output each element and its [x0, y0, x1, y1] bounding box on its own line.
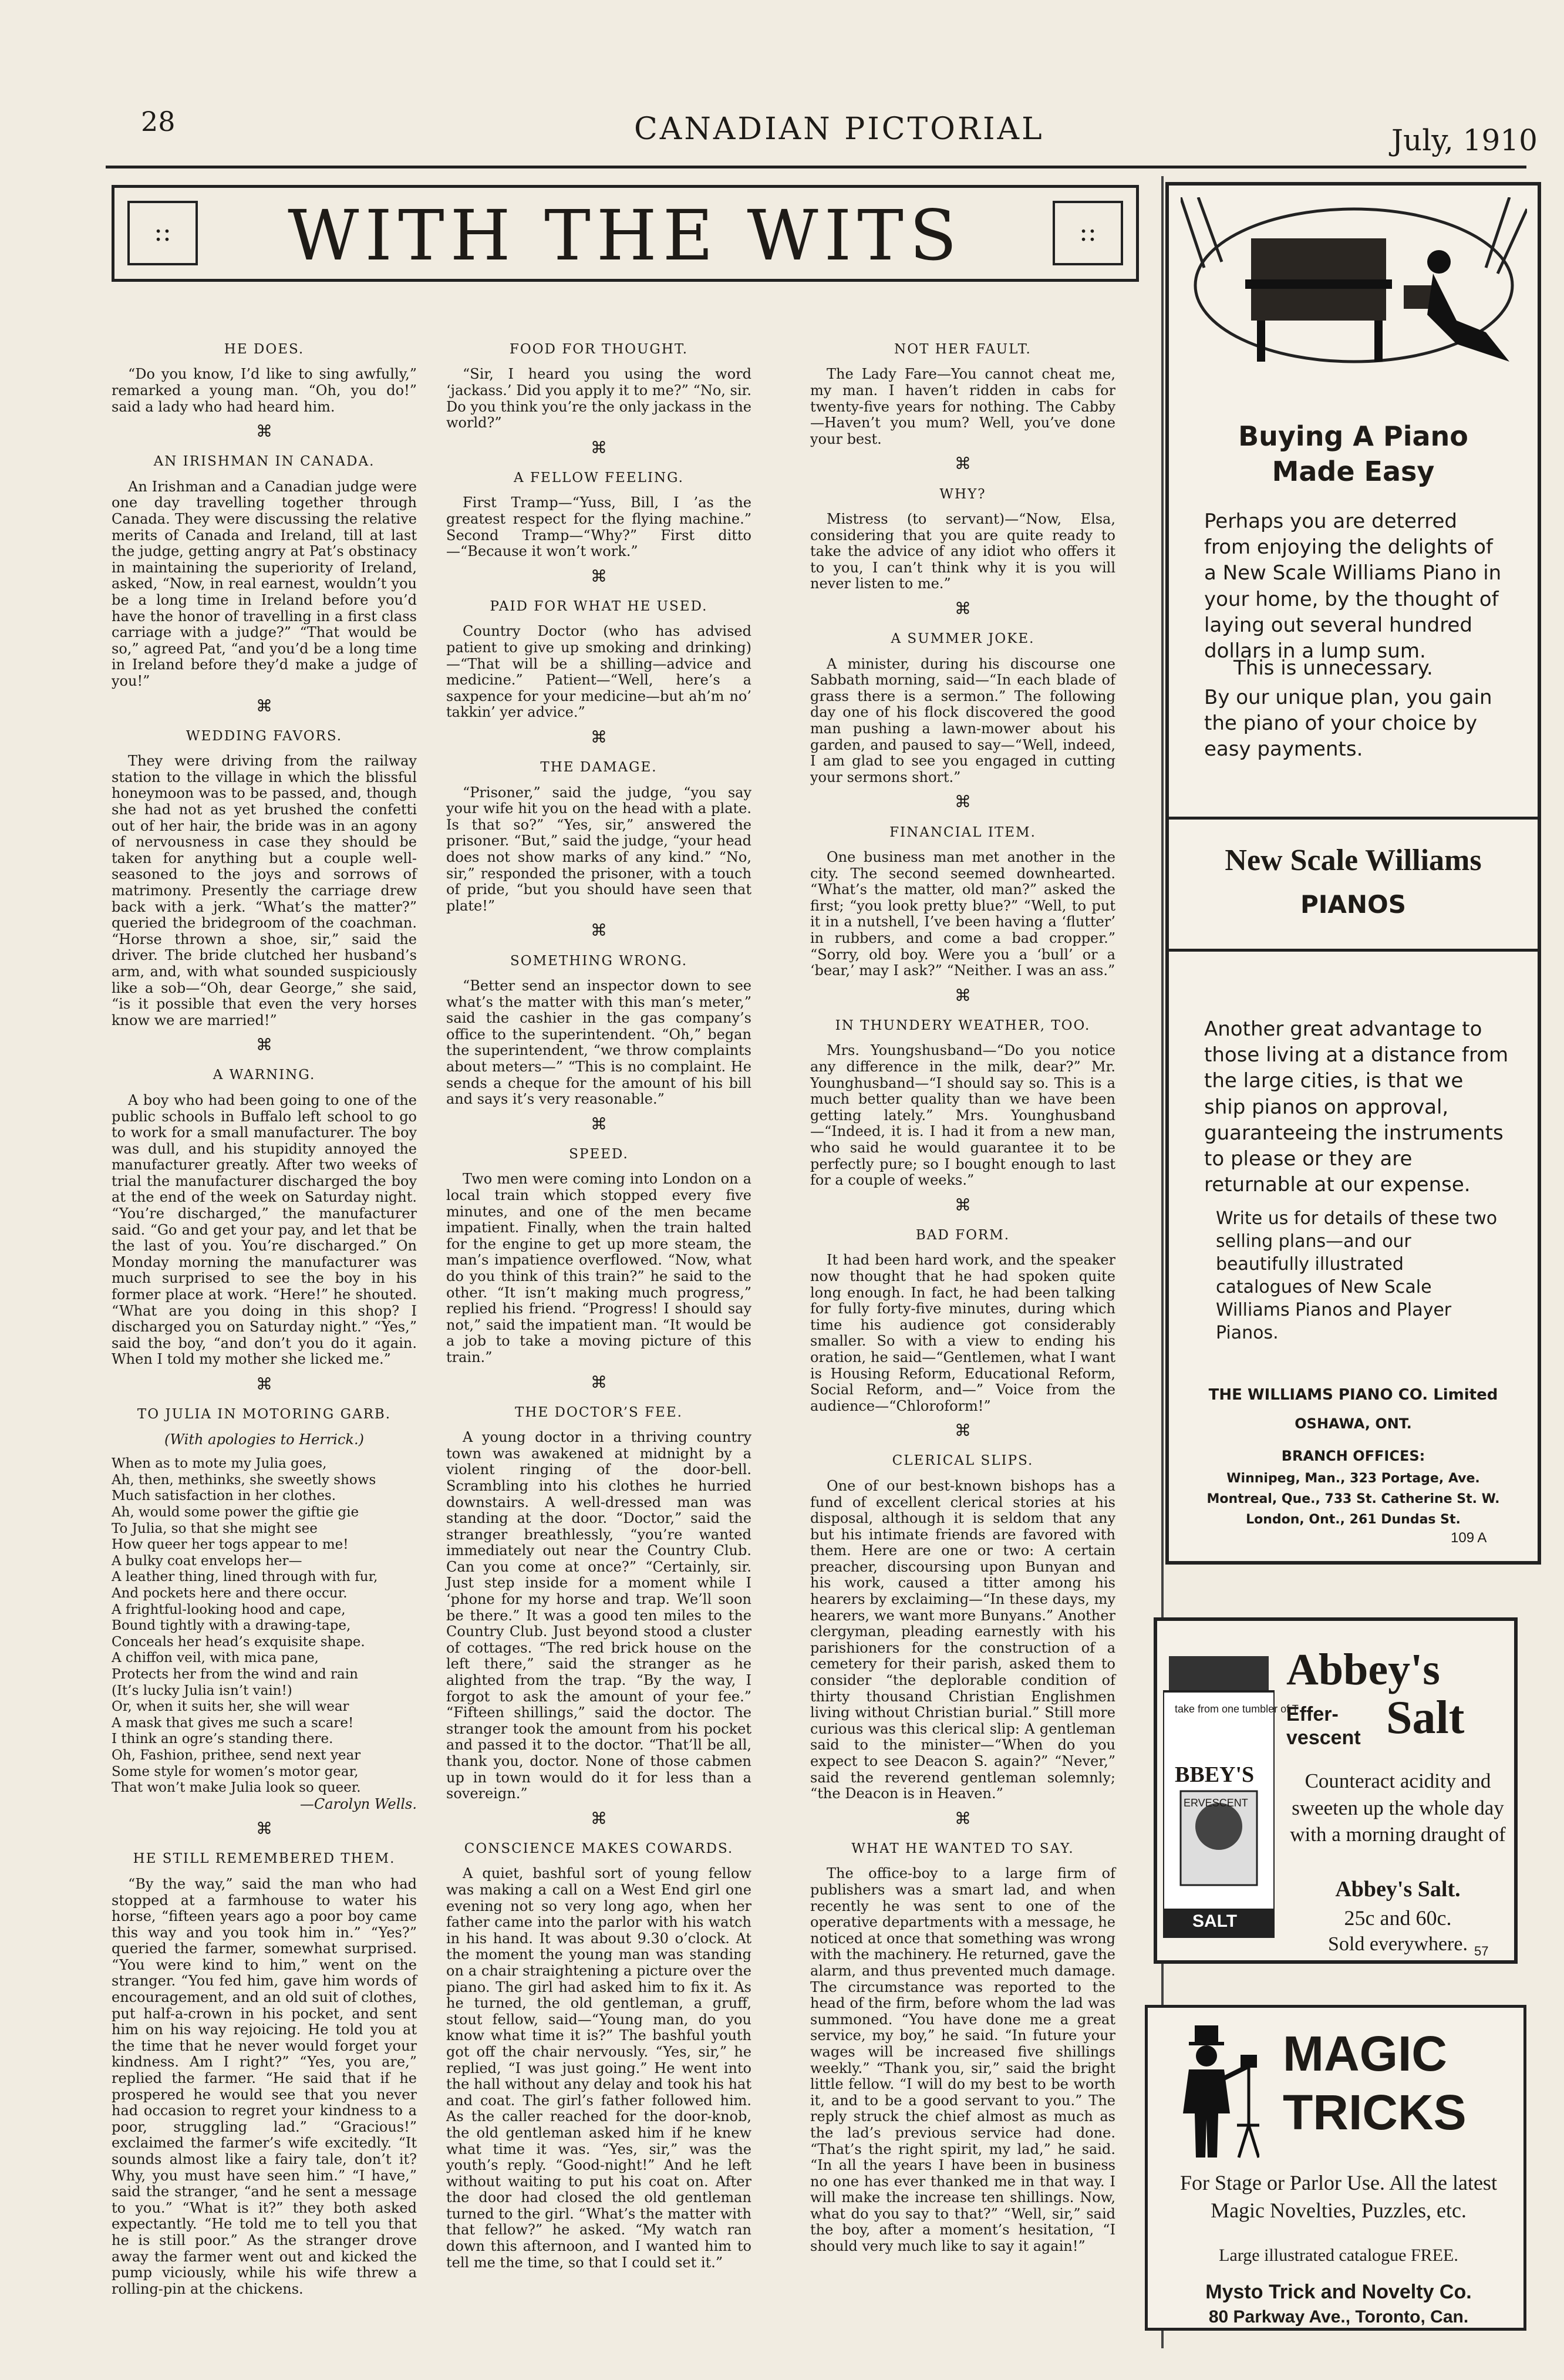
- jar-brand: BBEY'S: [1175, 1762, 1255, 1787]
- joke-text: Mistress (to servant)—“Now, Elsa, considering that you are quite ready to take the advice of any idiot who offers it to you, I can’t think why it is you will never listen to me.”: [810, 511, 1115, 592]
- poem-line: Ah, would some power the giftie gie: [112, 1505, 359, 1520]
- poem-line: A chiffon veil, with mica pane,: [112, 1650, 319, 1666]
- joke-heading: IN THUNDERY WEATHER, TOO.: [835, 1017, 1091, 1033]
- joke-text: An Irishman and a Canadian judge were one day travelling together through Canada. They were discussing the relative merits of Canada and Ireland, till at last the judge, getting angry at Pat’s obstinacy in maintaining the superiority of Ireland, asked, “Now, in real earnest, wouldn’t you be a long time in Ireland before you’d have the honor of travelling in a first class carriage with a judge?” “That would be so,” agreed Pat, “and you’d be a long time in Ireland before they’d make a judge of you!”: [112, 478, 417, 689]
- joke-text: One business man met another in the city. The second seemed downhearted. “What’s the matter, old man?” asked the first; “you look pretty blue?” “Well, to put it in a nutshell, I’ve been having a ‘flutter’ in rubbers, and come a bad cropper.” “Sorry, old boy. Were you a ‘bull’ or a ‘bear,’ may I ask?” “Neither. I was an ass.”: [810, 849, 1115, 979]
- joke-heading: WHY?: [939, 486, 986, 502]
- catalogue-text: Large illustrated catalogue FREE.: [1219, 2246, 1458, 2265]
- joke-heading: HE STILL REMEMBERED THEM.: [133, 1851, 396, 1867]
- banner-ornament-right: ::: [1053, 201, 1123, 265]
- separator-ornament-icon: ⌘: [256, 1819, 272, 1839]
- joke-text: They were driving from the railway station to the village in which the blissful honeymoon was to be passed, and, though she had not as yet brushed the confetti out of her hair, the bride was in an agony of nervousness in case they should be taken for anything but a couple well-seasoned to the joys and sorrows of matrimony. Presently the carriage drew back with a jerk. “What’s the matter?” queried the bridegroom of the coachman. “Horse thrown a shoe, sir,” said the driver. The bride clutched her husband’s arm, and, with what sounded suspiciously like a sob—“Oh, dear George,” she said, “is it possible that even the very horses know we are married!”: [112, 753, 417, 1029]
- poem-line: Conceals her head’s exquisite shape.: [112, 1634, 365, 1650]
- poem-line: A leather thing, lined through with fur,: [112, 1569, 378, 1585]
- poem-line: Protects her from the wind and rain: [112, 1666, 358, 1682]
- jar-salt-label: SALT: [1192, 1912, 1238, 1931]
- ad-brand-vescent: vescent: [1286, 1727, 1361, 1749]
- joke-text: Mrs. Youngshusband—“Do you notice any difference in the milk, dear?” Mr. Younghusband—“I should say so. This is a much better quality than we have been getting lately.” Mrs. Younghusband—“Indeed, it is. I had it from a new man, who said he would guarantee it to be perfectly pure; so I bought enough to last for a couple of weeks.”: [810, 1042, 1115, 1189]
- branch-address: Montreal, Que., 733 St. Catherine St. W.: [1206, 1492, 1500, 1506]
- joke-heading: A FELLOW FEELING.: [514, 470, 684, 486]
- joke-heading: PAID FOR WHAT HE USED.: [490, 599, 708, 614]
- poem-line: A mask that gives me such a scare!: [112, 1715, 354, 1731]
- poem-line: Bound tightly with a drawing-tape,: [112, 1618, 351, 1634]
- ad-divider: [1169, 817, 1538, 820]
- poem-line: Some style for women’s motor gear,: [112, 1764, 359, 1779]
- joke-text: The office-boy to a large firm of publishers was a smart lad, and when recently he was sent to one of the operative departments with a message, he noticed at once that something was wrong with the machinery. He returned, gave the alarm, and thus prevented much damage. The circumstance was reported to the head of the firm, before whom the lad was summoned. “You have done me a great service, my boy,” he said. “In future your wages will be increased five shillings weekly.” “Thank you, sir,” said the bright little fellow. “I will do my best to be worth it, and to be a good servant to you.” The reply struck the chief almost as much as the lad’s previous service had done. “That’s the right spirit, my lad,” he said. “In all the years I have been in business no one has ever thanked me in that way. I will make the increase ten shillings. Now, what do you say to that?” “Well, sir,” said the boy, after a moment’s hesitation, “I should very much like to say it again!”: [810, 1865, 1115, 2255]
- poem-line: A bulky coat envelops her—: [112, 1553, 302, 1569]
- separator-ornament-icon: ⌘: [591, 921, 607, 940]
- sold-everywhere: Sold everywhere.: [1328, 1933, 1468, 1955]
- joke-heading: SOMETHING WRONG.: [510, 953, 688, 969]
- poem-text: [112, 1456, 417, 1796]
- jar-label-top: take from one tumbler of T: [1175, 1703, 1299, 1715]
- joke-heading: A SUMMER JOKE.: [891, 631, 1035, 647]
- ad-body: Write us for details of these two selling plans—and our beautifully illustrated catalogues of New Scale Williams Pianos and Player Pianos.: [1216, 1208, 1498, 1343]
- separator-ornament-icon: ⌘: [591, 437, 607, 457]
- poem-line: A frightful-looking hood and cape,: [112, 1602, 346, 1617]
- joke-text: The Lady Fare—You cannot cheat me, my man. I haven’t ridden in cabs for twenty-five years for nothing. The Cabby—Haven’t you mum? Well, you’ve done your best.: [810, 366, 1115, 447]
- branch-address: Winnipeg, Man., 323 Portage, Ave.: [1226, 1471, 1480, 1486]
- separator-ornament-icon: ⌘: [955, 599, 971, 618]
- poem-heading: TO JULIA IN MOTORING GARB.: [137, 1407, 392, 1422]
- poem-line: I think an ogre’s standing there.: [112, 1731, 333, 1747]
- separator-ornament-icon: ⌘: [256, 696, 272, 716]
- company-name: THE WILLIAMS PIANO CO. Limited: [1208, 1386, 1498, 1404]
- separator-ornament-icon: ⌘: [591, 1808, 607, 1828]
- ad-brand-effer: Effer-: [1286, 1703, 1339, 1725]
- ad-body: This is unnecessary.: [1233, 656, 1433, 680]
- joke-heading: SPEED.: [569, 1146, 629, 1162]
- separator-ornament-icon: ⌘: [591, 566, 607, 586]
- abbeys-salt-advertisement: [1154, 1617, 1518, 1964]
- joke-heading: A WARNING.: [213, 1067, 316, 1083]
- joke-text: First Tramp—“Yuss, Bill, I ’as the greatest respect for the flying machine.” Second Tramp—“Why?” First ditto—“Because it won’t work.”: [446, 494, 751, 560]
- joke-heading: THE DAMAGE.: [540, 760, 658, 776]
- joke-text: A boy who had been going to one of the public schools in Buffalo left school to go to work for a small manufacturer. The boy was dull, and his stupidity annoyed the manufacturer greatly. After two weeks of trial the manufacturer discharged the boy at the end of the week on Saturday night. “You’re discharged,” the manufacturer said. “Go and get your pay, and let that be the last of you. You’re discharged.” On Monday morning the manufacturer was much surprised to see the boy in his former place at work. “Here!” he shouted. “What are you doing in this shop? I discharged you on Saturday night.” “Yes,” said the boy, “and don’t you do it again. When I told my mother she licked me.”: [112, 1091, 417, 1368]
- price-text: 25c and 60c.: [1344, 1906, 1452, 1930]
- section-title: WITH THE WITS: [288, 195, 963, 276]
- separator-ornament-icon: ⌘: [955, 1421, 971, 1441]
- joke-text: “By the way,” said the man who had stopped at a farmhouse to water his horse, “fifteen years ago a poor boy came this way and you took him in.” “Yes?” queried the farmer, somewhat surprised. “You were kind to him,” went on the stranger. “You fed him, gave him words of encouragement, and an old suit of clothes, put half-a-crown in his pocket, and sent him on his way rejoicing. He told you at the time that he never would forget your kindness. Am I right?” “Yes, you are,” replied the farmer. “He said that if he prospered he would see that you never had occasion to regret your kindness to a poor, struggling lad.” “Gracious!” exclaimed the farmer’s wife excitedly. “It sounds almost like a fairy tale, don’t it? Why, you must have seen him.” “I have,” said the stranger, “and he sent a message to you.” “What is it?” they both asked expectantly. “He told me to tell you that he is still poor.” As the stranger drove away the farmer went out and kicked the pump viciously, while his wife threw a rolling-pin at the chickens.: [112, 1875, 417, 2297]
- magician-icon: [1171, 2025, 1259, 2160]
- text-column-1: [112, 329, 417, 2297]
- joke-heading: CONSCIENCE MAKES COWARDS.: [464, 1840, 734, 1856]
- company-city: OSHAWA, ONT.: [1295, 1415, 1412, 1432]
- poem-line: Much satisfaction in her clothes.: [112, 1488, 336, 1504]
- separator-ornament-icon: ⌘: [256, 422, 272, 441]
- separator-ornament-icon: ⌘: [591, 727, 607, 747]
- separator-ornament-icon: ⌘: [591, 1372, 607, 1392]
- joke-heading: FINANCIAL ITEM.: [889, 824, 1036, 840]
- separator-ornament-icon: ⌘: [955, 792, 971, 812]
- poem-signature: —Carolyn Wells.: [299, 1795, 417, 1812]
- joke-heading: CLERICAL SLIPS.: [892, 1453, 1034, 1469]
- company-name: Mysto Trick and Novelty Co.: [1205, 2281, 1472, 2303]
- poem-line: And pockets here and there occur.: [112, 1585, 348, 1601]
- poem-line: Oh, Fashion, prithee, send next year: [112, 1747, 361, 1763]
- brand-subtitle: PIANOS: [1300, 890, 1407, 919]
- poem-line: Ah, then, methinks, she sweetly shows: [112, 1472, 376, 1488]
- separator-ornament-icon: ⌘: [256, 1035, 272, 1055]
- joke-text: A young doctor in a thriving country town was awakened at midnight by a violent ringing of the door-bell. Scrambling into his clothes he hurried downstairs. A well-dressed man was standing at the door. “Doctor,” said the stranger breathlessly, “you’re wanted immediately out near the Country Club. Can you come at once?” “Certainly, sir. Just step inside for a moment while I ‘phone for my horse and trap. We’ll soon be there.” It was a good ten miles to the Country Club. Just beyond stood a cluster of cottages. “The red brick house on the left there,” said the stranger as he alighted from the trap. “By the way, I forgot to ask the amount of your fee.” “Fifteen shillings,” said the doctor. The stranger took the amount from his pocket and passed it to the doctor. “That’ll be all, thank you, doctor. None of those cabmen up in town would do it for less than a sovereign.”: [446, 1429, 751, 1802]
- joke-heading: NOT HER FAULT.: [894, 342, 1032, 357]
- ad-code: 57: [1474, 1944, 1489, 1958]
- magic-tricks-advertisement: [1145, 2005, 1526, 2331]
- ad-title: MAGIC: [1283, 2026, 1447, 2081]
- branch-label: BRANCH OFFICES:: [1281, 1448, 1425, 1464]
- banner-ornament-left: ::: [127, 201, 198, 265]
- joke-heading: WHAT HE WANTED TO SAY.: [851, 1840, 1074, 1856]
- piano-illustration: [1181, 197, 1527, 391]
- product-name: Abbey's Salt.: [1335, 1877, 1461, 1902]
- separator-ornament-icon: ⌘: [955, 985, 971, 1005]
- joke-text: A quiet, bashful sort of young fellow was making a call on a West End girl one evening not so very long ago, when her father came into the parlor with his watch in his hand. It was about 9.30 o’clock. At the moment the young man was standing on a chair straightening a picture over the piano. The girl had asked him to fix it. As he turned, the old gentleman, a gruff, stout fellow, said—“Young man, do you know what time it is?” The bashful youth got off the chair nervously. “Yes, sir,” he replied, “I was just going.” He went into the hall without any delay and took his hat and coat. The girl’s father followed him. As the caller reached for the door-knob, the old gentleman asked him if he knew what time it was. “Yes, sir,” was the youth’s reply. “Good-night!” And he left without waiting to put his coat on. After the door had closed the old gentleman turned to the girl. “What’s the matter with that fellow?” he asked. “My watch ran down this afternoon, and I wanted him to tell me the time, so that I could set it.”: [446, 1865, 751, 2271]
- header-rule: [106, 166, 1526, 168]
- publication-title: CANADIAN PICTORIAL: [634, 112, 1044, 147]
- ad-body: Another great advantage to those living at a distance from the large cities, is that we ship pianos on approval, guaranteeing the instruments to please or they are returnable at our expense.: [1204, 1017, 1509, 1197]
- separator-ornament-icon: ⌘: [955, 1808, 971, 1828]
- poem-line: That won’t make Julia look so queer.: [112, 1780, 361, 1796]
- ad-code: 109 A: [1451, 1530, 1487, 1546]
- ad-brand-salt: Salt: [1386, 1692, 1465, 1744]
- joke-text: “Do you know, I’d like to sing awfully,” remarked a young man. “Oh, you do!” said a lady who had heard him.: [112, 366, 417, 415]
- joke-text: “Better send an inspector down to see what’s the matter with this man’s meter,” said the cashier in the gas company’s office to the superintendent. “Oh,” began the superintendent, “we throw complaints about meters—” “This is no complaint. He sends a cheque for the amount of his bill and says it’s very reasonable.”: [446, 977, 751, 1108]
- joke-heading: THE DOCTOR’S FEE.: [515, 1404, 683, 1420]
- ad-divider: [1169, 949, 1538, 952]
- ad-headline: Buying A Piano: [1238, 420, 1468, 452]
- ad-title: TRICKS: [1283, 2085, 1467, 2140]
- separator-ornament-icon: ⌘: [955, 454, 971, 474]
- poem-line: When as to mote my Julia goes,: [112, 1456, 327, 1472]
- ad-headline: Made Easy: [1272, 456, 1435, 487]
- poem-line: Or, when it suits her, she will wear: [112, 1699, 349, 1715]
- poem-line: To Julia, so that she might see: [112, 1521, 318, 1536]
- poem-line: (It’s lucky Julia isn’t vain!): [112, 1683, 292, 1698]
- text-column-2: [446, 329, 751, 2271]
- joke-text: It had been hard work, and the speaker now thought that he had spoken quite long enough. In fact, he had been talking for fully forty-five minutes, during which time his audience got considerably smaller. So with a view to ending his oration, he said—“Gentlemen, what I want is Housing Reform, Educational Reform, Social Reform, and—” Voice from the audience—“Chloroform!”: [810, 1252, 1115, 1414]
- ad-body: Perhaps you are deterred from enjoying the delights of a New Scale Williams Piano in your home, by the thought of laying out several hundred dollars in a lump sum.: [1204, 510, 1502, 663]
- jar-subtitle: ERVESCENT: [1184, 1797, 1248, 1809]
- page-number: 28: [141, 106, 176, 137]
- poem-subtitle: (With apologies to Herrick.): [164, 1431, 364, 1448]
- joke-text: “Sir, I heard you using the word ‘jackass.’ Did you apply it to me?” “No, sir. Do you think you’re the only jackass in the world?”: [446, 366, 751, 431]
- joke-heading: HE DOES.: [224, 342, 305, 357]
- brand-name: New Scale Williams: [1225, 844, 1482, 877]
- joke-text: A minister, during his discourse one Sabbath morning, said—“In each blade of grass there is a sermon.” The following day one of his flock discovered the good man pushing a lawn-mower about his garden, and paused to say—“Well, indeed, I am glad to see you engaged in cutting your sermons short.”: [810, 655, 1115, 786]
- piano-advertisement: [1165, 182, 1541, 1565]
- joke-text: Two men were coming into London on a local train which stopped every five minutes, and one of the men became impatient. Finally, when the train halted for the engine to get up more steam, the man’s impatience overflowed. “Now, what do you think of this train?” he said to the other. “It isn’t making much progress,” replied his friend. “Progress! I should say not,” said the impatient man. “It would be a job to take a moving picture of this train.”: [446, 1171, 751, 1366]
- separator-ornament-icon: ⌘: [591, 1114, 607, 1134]
- poem-line: How queer her togs appear to me!: [112, 1537, 349, 1553]
- issue-date: July, 1910: [1391, 123, 1538, 157]
- joke-heading: FOOD FOR THOUGHT.: [509, 342, 689, 357]
- joke-text: “Prisoner,” said the judge, “you say your wife hit you on the head with a plate. Is that so?” “Yes, sir,” answered the prisoner. “But,” said the judge, “your head does not show marks of any kind.” “No, sir,” responded the prisoner, with a touch of pride, “but you should have seen that plate!”: [446, 784, 751, 914]
- section-banner: [112, 185, 1139, 282]
- text-column-3: [810, 329, 1115, 2255]
- joke-heading: AN IRISHMAN IN CANADA.: [153, 454, 375, 470]
- ad-body: For Stage or Parlor Use. All the latest Magic Novelties, Puzzles, etc.: [1180, 2171, 1497, 2222]
- ad-body: Counteract acidity and sweeten up the whole day with a morning draught of: [1290, 1769, 1506, 1846]
- separator-ornament-icon: ⌘: [955, 1195, 971, 1215]
- separator-ornament-icon: ⌘: [256, 1374, 272, 1394]
- joke-heading: WEDDING FAVORS.: [186, 728, 343, 744]
- ad-body: By our unique plan, you gain the piano of your choice by easy payments.: [1204, 686, 1492, 761]
- joke-text: Country Doctor (who has advised patient to give up smoking and drinking)—“That will be a shilling—advice and medicine.” Patient—“Well, here’s a saxpence for your medicine—but ah’m no’ takkin’ yer advice.”: [446, 623, 751, 721]
- joke-text: One of our best-known bishops has a fund of excellent clerical stories at his disposal, although it is seldom that any but his intimate friends are favored with them. Here are one or two: A certain preacher, discoursing upon Bunyan and his work, caused a titter among his hearers by exclaiming—“In these days, my hearers, we want more Bunyans.” Another clergyman, pleading earnestly with his parishioners for the construction of a cemetery for their parish, asked them to consider “the deplorable condition of thirty thousand Christian Englishmen living without Christian burial.” Still more curious was this clerical slip: A gentleman said to the minister—“When do you expect to see Deacon S. again?” “Never,” said the reverend gentleman solemnly; “the Deacon is in Heaven.”: [810, 1477, 1115, 1802]
- branch-address: London, Ont., 261 Dundas St.: [1246, 1512, 1461, 1527]
- ad-brand-name: Abbey's: [1286, 1645, 1440, 1694]
- company-address: 80 Parkway Ave., Toronto, Can.: [1208, 2307, 1469, 2327]
- joke-heading: BAD FORM.: [915, 1227, 1010, 1243]
